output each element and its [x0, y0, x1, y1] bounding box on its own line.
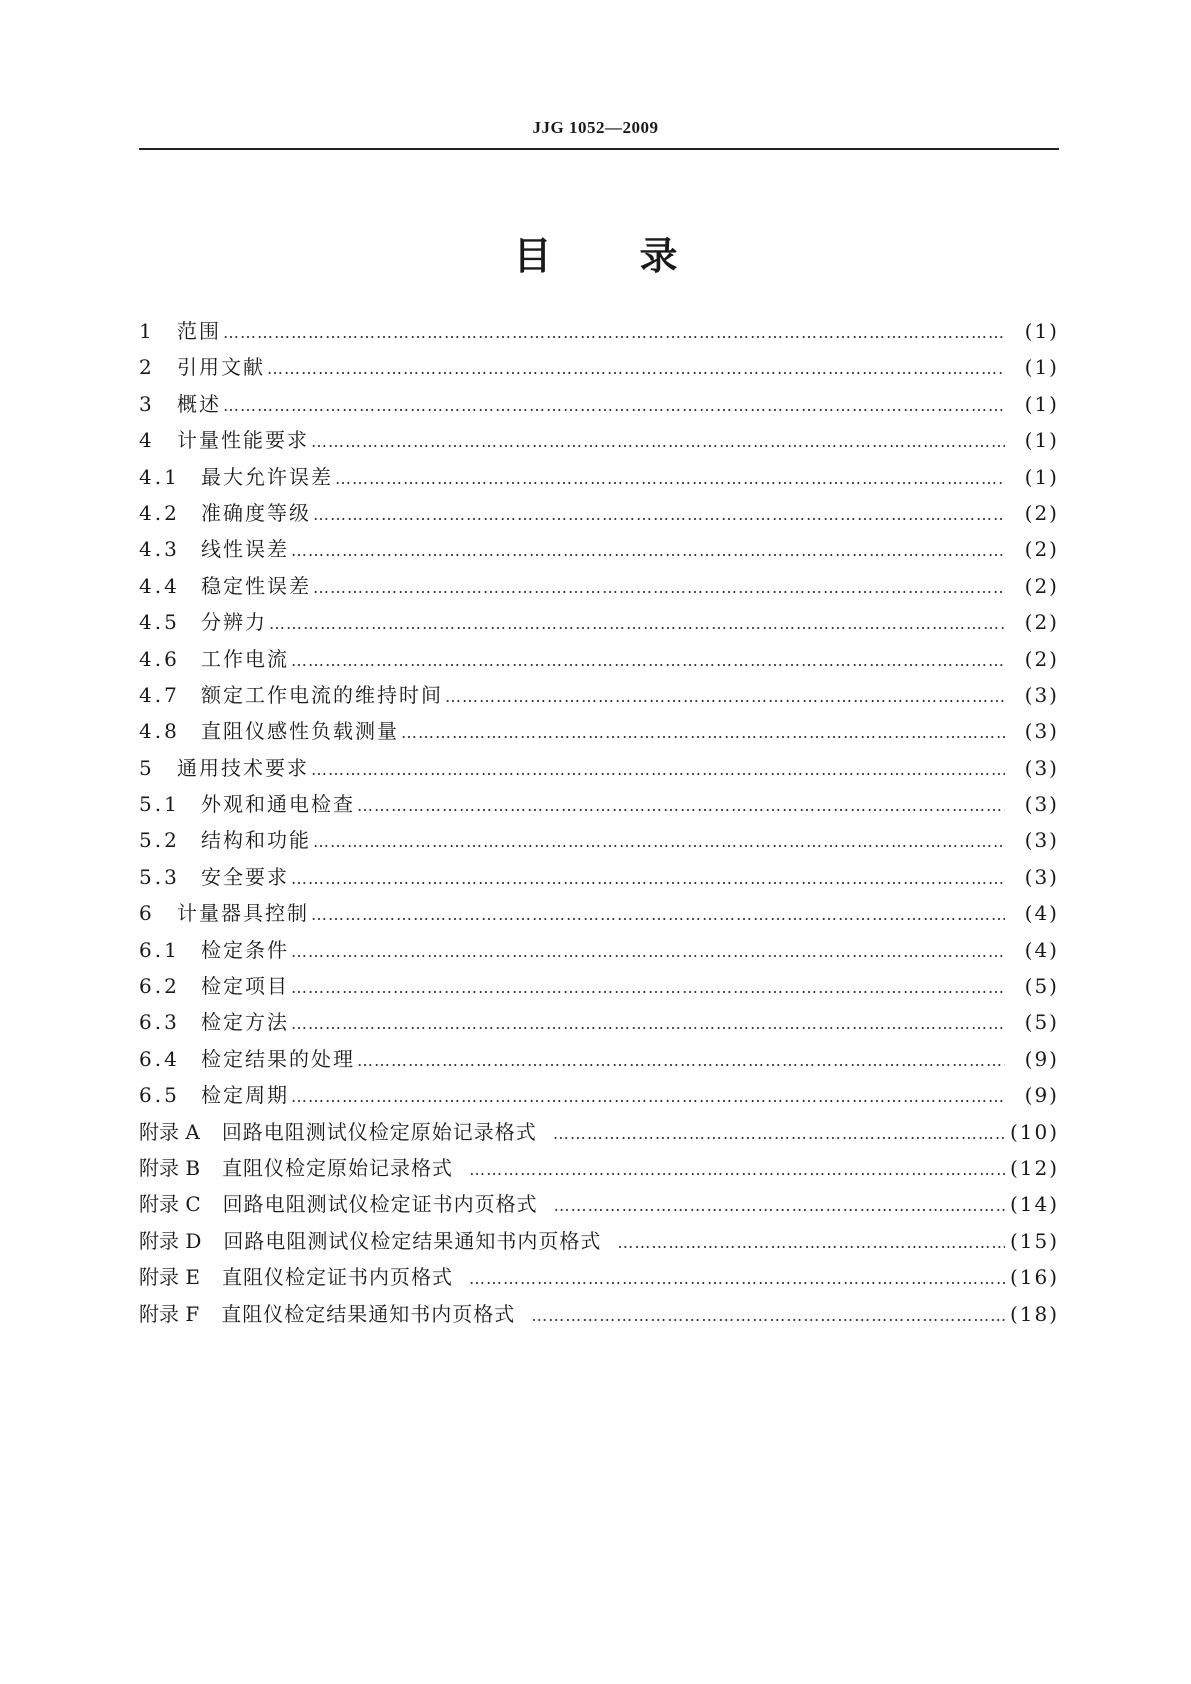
toc-entry[interactable]: [139, 786, 1059, 822]
toc-entry-page: (3): [1024, 682, 1059, 707]
toc-entry[interactable]: [139, 422, 1059, 458]
toc-dot-leader: [223, 388, 1005, 424]
toc-entry-number: 3: [139, 391, 155, 416]
toc-entry-page: (2): [1024, 537, 1059, 562]
toc-entry-page: (4): [1024, 901, 1059, 926]
toc-entry-page: (15): [1009, 1228, 1059, 1253]
toc-entry-page: (2): [1024, 646, 1059, 671]
toc-entry-page: (5): [1024, 974, 1059, 999]
toc-entry-title: 准确度等级: [201, 500, 311, 525]
toc-entry[interactable]: [139, 349, 1059, 385]
toc-entry-title: 最大允许误差: [201, 464, 333, 489]
toc-entry-title: 安全要求: [201, 864, 289, 889]
toc-entry-page: (3): [1024, 828, 1059, 853]
toc-entry-page: (3): [1024, 792, 1059, 817]
toc-entry-title: 直阻仪感性负载测量: [201, 719, 399, 744]
toc-entry-number: 4.8: [139, 719, 180, 744]
toc-dot-leader: [269, 606, 1005, 642]
toc-dot-leader: [357, 788, 1005, 824]
toc-entry[interactable]: [139, 895, 1059, 931]
toc-entry-page: (2): [1024, 573, 1059, 598]
toc-entry[interactable]: [139, 1259, 1059, 1295]
toc-entry-title: 额定工作电流的维持时间: [201, 682, 443, 707]
toc-entry[interactable]: [139, 495, 1059, 531]
toc-entry[interactable]: [139, 604, 1059, 640]
toc-entry-number: 6.5: [139, 1083, 180, 1108]
toc-entry-title: 分辨力: [201, 610, 267, 635]
toc-entry[interactable]: [139, 313, 1059, 349]
toc-entry[interactable]: [139, 1186, 1059, 1222]
toc-dot-leader: [291, 861, 1005, 897]
toc-entry-number: 4.5: [139, 610, 180, 635]
toc-entry-title: 检定方法: [201, 1010, 289, 1035]
toc-entry-number: 5.3: [139, 864, 180, 889]
toc-entry[interactable]: [139, 641, 1059, 677]
toc-entry[interactable]: [139, 1077, 1059, 1113]
toc-entry-number: 5: [139, 755, 155, 780]
toc-entry-title: 结构和功能: [201, 828, 311, 853]
toc-entry-page: (1): [1024, 355, 1059, 380]
toc-entry-title: 工作电流: [201, 646, 289, 671]
toc-dot-leader: [291, 1079, 1005, 1115]
toc-entry-number: 附录 A: [139, 1119, 200, 1144]
toc-dot-leader: [617, 1225, 1005, 1261]
toc-entry-page: (1): [1024, 391, 1059, 416]
toc-entry-title: 直阻仪检定原始记录格式: [222, 1155, 454, 1180]
toc-entry-title: 概述: [177, 391, 221, 416]
toc-entry-page: (10): [1009, 1119, 1059, 1144]
toc-dot-leader: [313, 497, 1005, 533]
toc-title-char-2: 录: [639, 234, 678, 278]
toc-entry[interactable]: [139, 531, 1059, 567]
toc-dot-leader: [335, 461, 1005, 497]
toc-entry[interactable]: [139, 1114, 1059, 1150]
toc-dot-leader: [291, 970, 1005, 1006]
toc-entry-page: (1): [1024, 464, 1059, 489]
toc-dot-leader: [531, 1298, 1005, 1334]
toc-entry-title: 计量器具控制: [177, 901, 309, 926]
toc-entry-page: (18): [1009, 1301, 1059, 1326]
toc-entry-title: 计量性能要求: [177, 428, 309, 453]
toc-entry-title: 引用文献: [177, 355, 265, 380]
toc-entry-page: (16): [1009, 1265, 1059, 1290]
toc-entry[interactable]: [139, 459, 1059, 495]
document-code-header: JJG 1052—2009: [532, 118, 659, 137]
toc-entry[interactable]: [139, 1296, 1059, 1332]
toc-entry-page: (2): [1024, 610, 1059, 635]
table-of-contents: [139, 313, 1059, 1332]
toc-entry-title: 线性误差: [201, 537, 289, 562]
toc-entry-page: (2): [1024, 500, 1059, 525]
toc-dot-leader: [223, 315, 1005, 351]
toc-entry-number: 6.2: [139, 974, 180, 999]
toc-dot-leader: [445, 679, 1005, 715]
toc-entry[interactable]: [139, 568, 1059, 604]
toc-entry-number: 4.7: [139, 682, 180, 707]
toc-dot-leader: [291, 533, 1005, 569]
toc-entry-number: 4.6: [139, 646, 180, 671]
toc-entry-number: 6: [139, 901, 155, 926]
toc-dot-leader: [311, 897, 1005, 933]
toc-entry-number: 6.4: [139, 1046, 180, 1071]
toc-entry-page: (9): [1024, 1046, 1059, 1071]
toc-entry-title: 通用技术要求: [177, 755, 309, 780]
toc-dot-leader: [554, 1188, 1005, 1224]
toc-entry-page: (9): [1024, 1083, 1059, 1108]
toc-entry[interactable]: [139, 677, 1059, 713]
toc-entry-number: 6.1: [139, 937, 180, 962]
toc-entry-number: 附录 D: [139, 1228, 202, 1253]
toc-entry[interactable]: [139, 822, 1059, 858]
toc-entry[interactable]: [139, 1223, 1059, 1259]
header-rule: [139, 148, 1059, 150]
toc-dot-leader: [469, 1261, 1005, 1297]
toc-entry[interactable]: [139, 859, 1059, 895]
toc-dot-leader: [469, 1152, 1005, 1188]
toc-entry-title: 直阻仪检定证书内页格式: [221, 1265, 453, 1290]
toc-entry-number: 2: [139, 355, 155, 380]
toc-title: [0, 232, 1191, 280]
toc-entry-number: 5.2: [139, 828, 180, 853]
toc-entry-title: 检定结果的处理: [201, 1046, 355, 1071]
toc-entry-title: 回路电阻测试仪检定证书内页格式: [222, 1192, 538, 1217]
toc-entry[interactable]: [139, 750, 1059, 786]
toc-dot-leader: [291, 934, 1005, 970]
toc-entry-title: 直阻仪检定结果通知书内页格式: [221, 1301, 516, 1326]
toc-entry-number: 4.2: [139, 500, 180, 525]
toc-dot-leader: [311, 752, 1005, 788]
toc-entry-page: (14): [1009, 1192, 1059, 1217]
toc-entry-number: 4: [139, 428, 155, 453]
toc-title-char-1: 目: [513, 234, 552, 278]
toc-entry-number: 5.1: [139, 792, 180, 817]
toc-entry-number: 4.4: [139, 573, 180, 598]
toc-entry-number: 6.3: [139, 1010, 180, 1035]
toc-entry[interactable]: [139, 1150, 1059, 1186]
toc-entry-number: 附录 C: [139, 1192, 201, 1217]
toc-entry[interactable]: [139, 1041, 1059, 1077]
toc-entry-title: 检定条件: [201, 937, 289, 962]
toc-entry-title: 稳定性误差: [201, 573, 311, 598]
toc-dot-leader: [553, 1116, 1005, 1152]
toc-entry-page: (3): [1024, 719, 1059, 744]
toc-entry-number: 附录 E: [139, 1265, 200, 1290]
toc-dot-leader: [291, 1006, 1005, 1042]
toc-dot-leader: [313, 570, 1005, 606]
toc-dot-leader: [267, 351, 1005, 387]
toc-dot-leader: [401, 715, 1005, 751]
toc-entry-number: 4.3: [139, 537, 180, 562]
toc-entry-number: 4.1: [139, 464, 180, 489]
toc-dot-leader: [311, 424, 1005, 460]
toc-entry[interactable]: [139, 1004, 1059, 1040]
toc-entry-page: (1): [1024, 428, 1059, 453]
toc-entry-page: (1): [1024, 319, 1059, 343]
toc-dot-leader: [313, 824, 1005, 860]
toc-entry-number: 附录 B: [139, 1155, 201, 1180]
toc-dot-leader: [357, 1043, 1005, 1079]
toc-entry-title: 范围: [177, 319, 221, 343]
toc-entry-page: (5): [1024, 1010, 1059, 1035]
toc-entry-number: 附录 F: [139, 1301, 200, 1326]
toc-dot-leader: [291, 643, 1005, 679]
toc-entry[interactable]: [139, 386, 1059, 422]
toc-entry-page: (12): [1009, 1155, 1059, 1180]
toc-entry-page: (3): [1024, 755, 1059, 780]
toc-entry-title: 检定周期: [201, 1083, 289, 1108]
toc-entry-page: (4): [1024, 937, 1059, 962]
toc-entry[interactable]: [139, 968, 1059, 1004]
toc-entry-title: 外观和通电检查: [201, 792, 355, 817]
toc-entry[interactable]: [139, 713, 1059, 749]
toc-entry[interactable]: [139, 932, 1059, 968]
toc-entry-title: 回路电阻测试仪检定结果通知书内页格式: [223, 1228, 602, 1253]
toc-entry-title: 检定项目: [201, 974, 289, 999]
toc-entry-page: (3): [1024, 864, 1059, 889]
toc-entry-title: 回路电阻测试仪检定原始记录格式: [221, 1119, 537, 1144]
toc-entry-number: 1: [139, 319, 155, 343]
